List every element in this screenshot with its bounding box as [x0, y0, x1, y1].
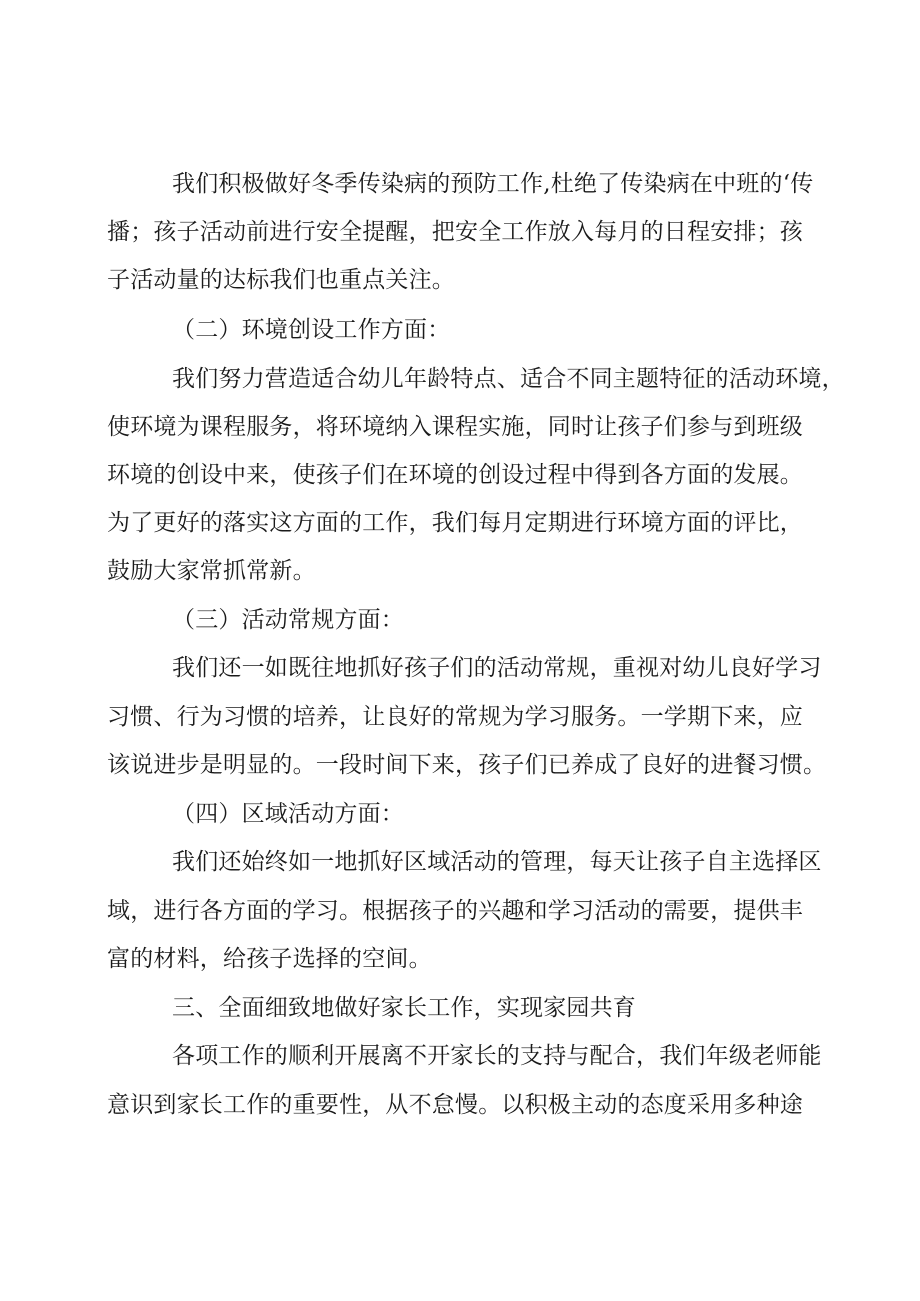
paragraph-1-line-3: 子活动量的达标我们也重点关注。	[107, 267, 455, 293]
paragraph-3-line-1: 我们还一如既往地抓好孩子们的活动常规，重视对幼儿良好学习	[172, 655, 822, 681]
paragraph-1-line-1: 我们积极做好冬季传染病的预防工作,杜绝了传染病在中班的‘传	[172, 171, 814, 197]
paragraph-2-line-5: 鼓励大家常抓常新。	[107, 558, 316, 584]
paragraph-3-line-3: 该说进步是明显的。一段时间下来，孩子们已养成了良好的进餐习惯。	[107, 752, 827, 778]
paragraph-2-line-2: 使环境为课程服务，将环境纳入课程实施，同时让孩子们参与到班级	[107, 414, 803, 440]
paragraph-1-line-2: 播；孩子活动前进行安全提醒，把安全工作放入每月的日程安排；孩	[107, 219, 803, 245]
paragraph-2-line-1: 我们努力营造适合幼儿年龄特点、适合不同主题特征的活动环境，	[172, 366, 845, 392]
section-heading-parent-work: 三、全面细致地做好家长工作，实现家园共育	[172, 995, 636, 1021]
paragraph-4-line-2: 域，进行各方面的学习。根据孩子的兴趣和学习活动的需要，提供丰	[107, 898, 803, 924]
paragraph-4-line-1: 我们还始终如一地抓好区域活动的管理，每天让孩子自主选择区	[172, 849, 822, 875]
section-heading-routine: （三）活动常规方面：	[172, 607, 404, 633]
paragraph-4-line-3: 富的材料，给孩子选择的空间。	[107, 946, 432, 972]
paragraph-5-line-1: 各项工作的顺利开展离不开家长的支持与配合，我们年级老师能	[172, 1043, 822, 1069]
paragraph-3-line-2: 习惯、行为习惯的培养，让良好的常规为学习服务。一学期下来，应	[107, 704, 803, 730]
section-heading-area-activities: （四）区域活动方面：	[172, 801, 404, 827]
paragraph-5-line-2: 意识到家长工作的重要性，从不怠慢。以积极主动的态度采用多种途	[107, 1092, 803, 1118]
paragraph-2-line-4: 为了更好的落实这方面的工作，我们每月定期进行环境方面的评比，	[107, 510, 803, 536]
paragraph-2-line-3: 环境的创设中来，使孩子们在环境的创设过程中得到各方面的发展。	[107, 462, 803, 488]
section-heading-environment: （二）环境创设工作方面：	[172, 317, 451, 343]
